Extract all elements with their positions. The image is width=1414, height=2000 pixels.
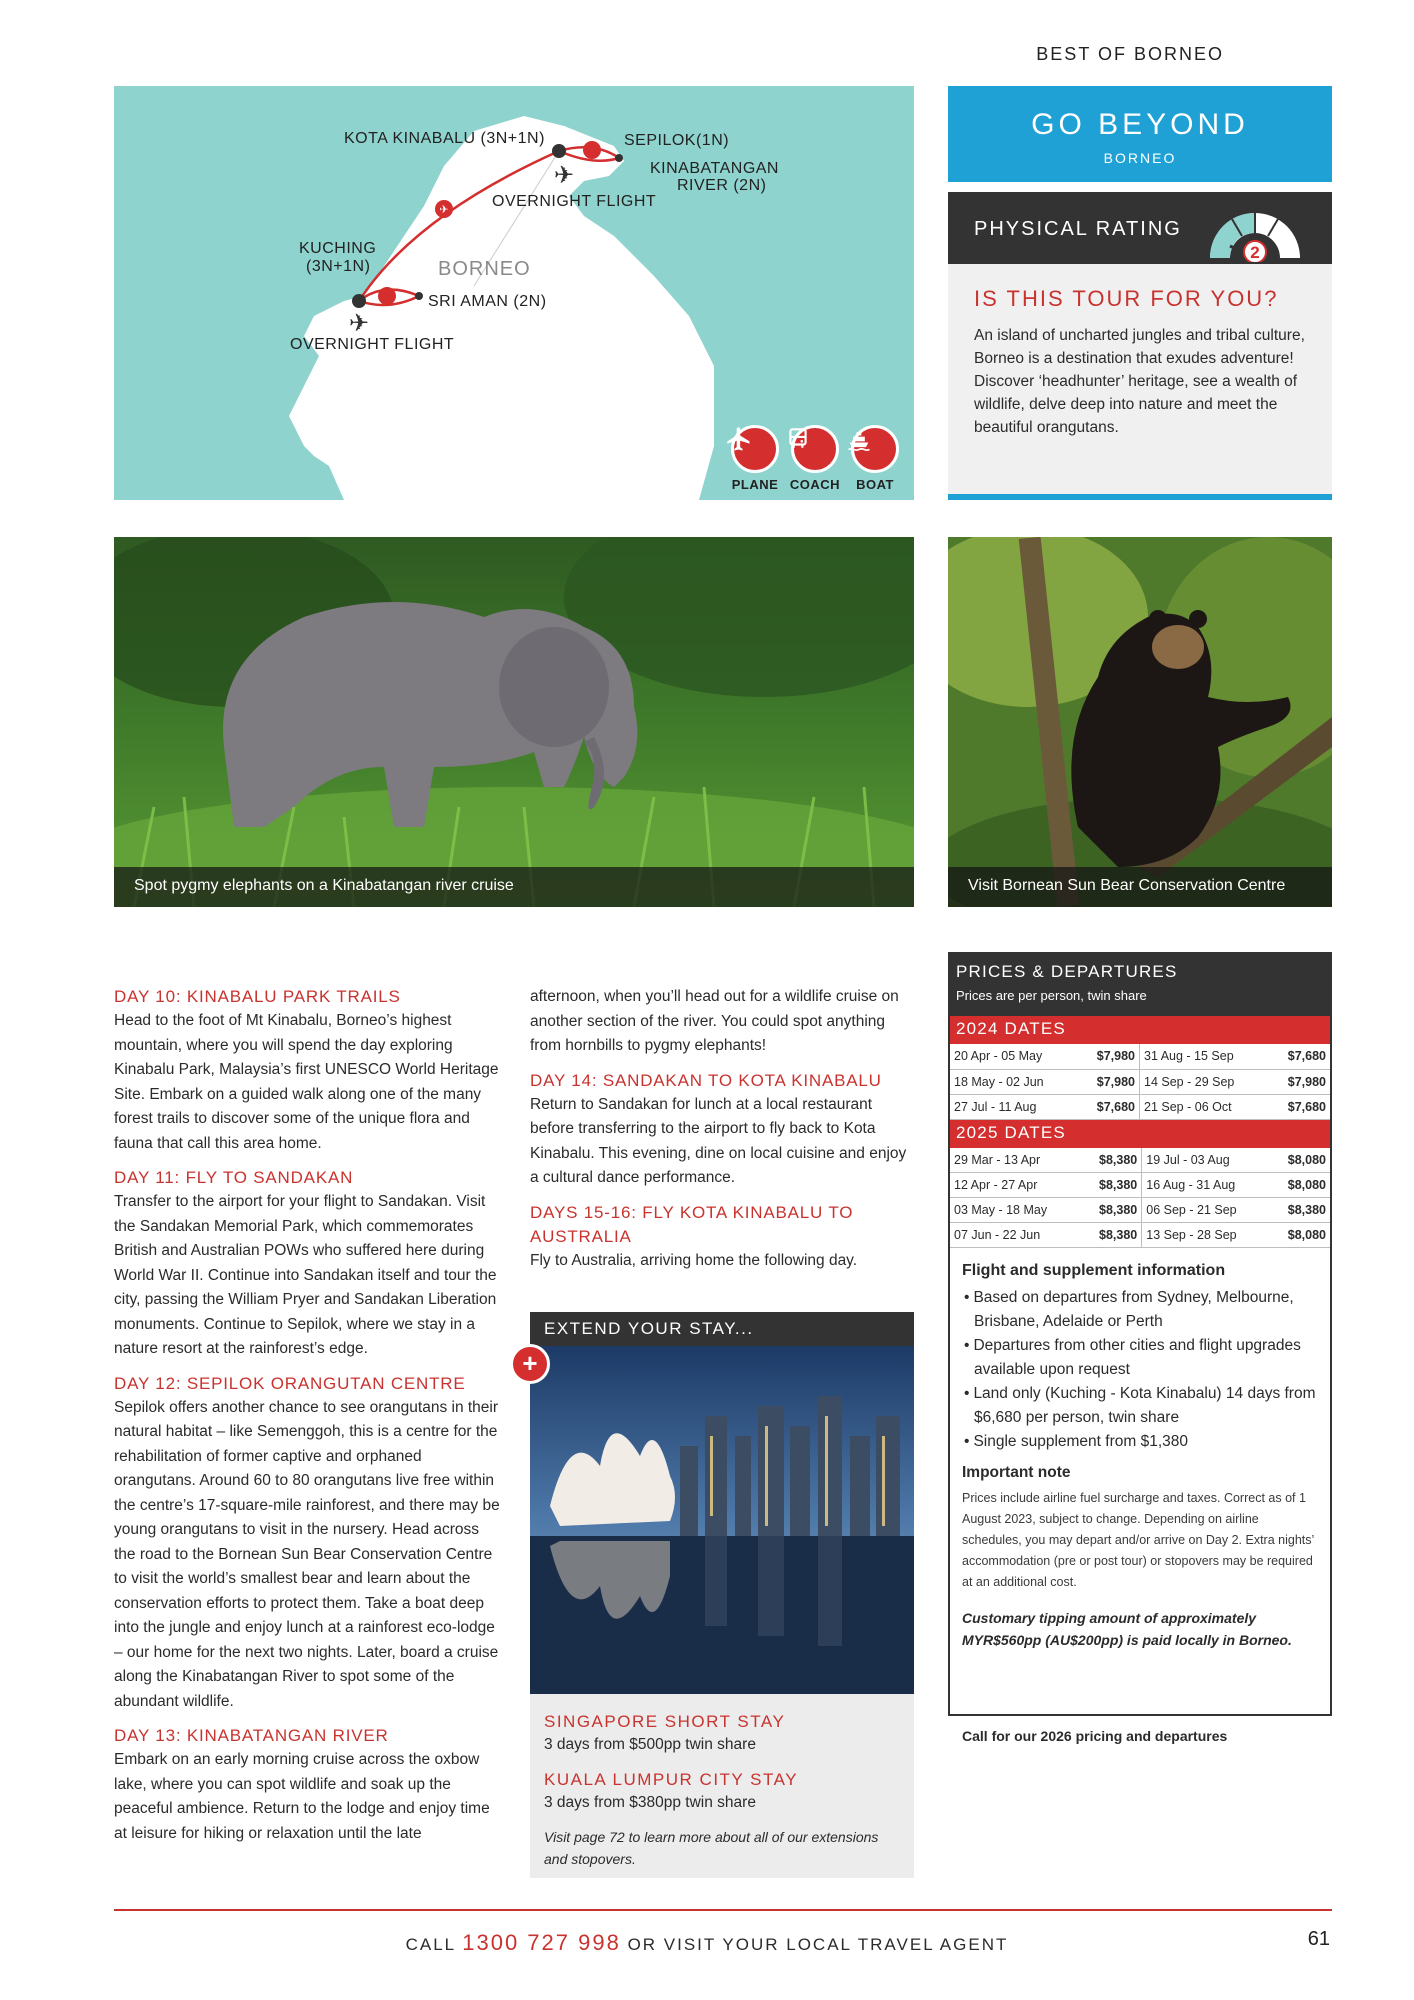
overnight-plane-icon: ✈	[553, 161, 575, 189]
label-sepilok: SEPILOK(1N)	[624, 132, 730, 149]
date-cell: 31 Aug - 15 Sep	[1140, 1044, 1270, 1069]
prices-departures-box	[948, 952, 1332, 1716]
rating-gauge-icon	[1200, 198, 1310, 262]
section-label: BEST OF BORNEO	[1036, 44, 1224, 64]
tour-for-you-text: An island of uncharted jungles and tribal culture, Borneo is a destination that exudes adventure! Discover ‘headhunter’ heritage, see a wealth of wildlife, delve deep into nature and meet the beautiful orangutans.	[974, 327, 1305, 436]
price-cell: $8,380	[1081, 1223, 1142, 1248]
sun-bear-photo	[948, 537, 1332, 907]
date-cell: 07 Jun - 22 Jun	[950, 1223, 1081, 1248]
label-kinabatangan: KINABATANGAN	[650, 160, 779, 177]
go-beyond-subtitle: BORNEO	[1103, 150, 1177, 166]
day10-text: Head to the foot of Mt Kinabalu, Borneo’s highest mountain, where you will spend the day exploring Kinabalu Park, Malaysia’s first UNESCO World Heritage Site. Embark on a guided walk along one of the many forest trails to discover some of the unique flora and fauna that call this area home.	[114, 1012, 499, 1152]
flight-info-title: Flight and supplement information	[962, 1262, 1226, 1279]
year-2025-header: 2025 DATES	[950, 1120, 1330, 1148]
price-cell: $7,980	[1269, 1069, 1330, 1094]
footer-divider	[114, 1909, 1332, 1911]
boat-icon	[851, 425, 899, 473]
legend-coach-label: COACH	[789, 477, 841, 492]
label-borneo: BORNEO	[438, 258, 531, 280]
elephant-photo	[114, 537, 914, 907]
tour-for-you-title: IS THIS TOUR FOR YOU?	[974, 286, 1279, 311]
day10-title: DAY 10: KINABALU PARK TRAILS	[114, 987, 401, 1006]
important-note-title: Important note	[962, 1464, 1071, 1481]
table-row	[950, 1223, 1330, 1248]
date-cell: 12 Apr - 27 Apr	[950, 1173, 1081, 1198]
kl-stay-text: 3 days from $380pp twin share	[544, 1794, 756, 1811]
year-2024-header: 2024 DATES	[950, 1016, 1330, 1044]
footer-call: CALL	[405, 1935, 456, 1954]
tour-for-you-box	[948, 264, 1332, 500]
legend-coach	[785, 425, 845, 492]
price-cell: $7,680	[1269, 1044, 1330, 1069]
price-cell: $7,680	[1269, 1094, 1330, 1119]
call-2026-note: Call for our 2026 pricing and departures	[962, 1728, 1228, 1744]
table-row	[950, 1173, 1330, 1198]
price-cell: $7,980	[1078, 1044, 1139, 1069]
go-beyond-title: GO BEYOND	[1031, 108, 1249, 141]
price-cell: $8,080	[1270, 1223, 1330, 1248]
list-item: • Departures from other cities and flight upgrades available upon request	[962, 1334, 1318, 1382]
elephant-caption: Spot pygmy elephants on a Kinabatangan river cruise	[114, 867, 914, 907]
footer-contact	[0, 1930, 1414, 1956]
itinerary-column-2	[530, 985, 914, 1273]
price-cell: $8,380	[1081, 1148, 1142, 1173]
extensions-note: Visit page 72 to learn more about all of our extensions and stopovers.	[544, 1829, 879, 1867]
kota-kinabalu-dot	[552, 144, 566, 158]
day11-title: DAY 11: FLY TO SANDAKAN	[114, 1168, 354, 1187]
list-item: • Single supplement from $1,380	[962, 1430, 1318, 1454]
date-cell: 27 Jul - 11 Aug	[950, 1094, 1078, 1119]
prices-subtitle: Prices are per person, twin share	[956, 988, 1147, 1003]
day15-text: Fly to Australia, arriving home the following day.	[530, 1251, 858, 1269]
price-cell: $8,380	[1081, 1198, 1142, 1223]
footer-agent-text: OR VISIT YOUR LOCAL TRAVEL AGENT	[627, 1935, 1009, 1954]
coach-icon	[791, 425, 839, 473]
day14-title: DAY 14: SANDAKAN TO KOTA KINABALU	[530, 1070, 882, 1090]
physical-rating-bar	[948, 192, 1332, 264]
date-cell: 06 Sep - 21 Sep	[1142, 1198, 1270, 1223]
date-cell: 20 Apr - 05 May	[950, 1044, 1078, 1069]
label-sri-aman: SRI AMAN (2N)	[428, 293, 547, 310]
rating-value: 2	[1250, 243, 1260, 262]
price-cell: $8,080	[1270, 1148, 1330, 1173]
price-cell: $8,080	[1270, 1173, 1330, 1198]
extend-stay-header: EXTEND YOUR STAY...	[530, 1312, 914, 1346]
table-row	[950, 1148, 1330, 1173]
prices-header	[950, 954, 1330, 1016]
kl-stay-title: KUALA LUMPUR CITY STAY	[544, 1770, 799, 1789]
day15-title: DAYS 15-16: FLY KOTA KINABALU TO AUSTRALIA	[530, 1202, 854, 1246]
singapore-photo	[530, 1346, 914, 1694]
plane-icon	[731, 425, 779, 473]
plane-marker-glyph: ✈	[439, 203, 449, 216]
singapore-stay-title: SINGAPORE SHORT STAY	[544, 1712, 786, 1731]
table-row	[950, 1069, 1330, 1094]
date-cell: 21 Sep - 06 Oct	[1140, 1094, 1270, 1119]
page-number: 61	[1307, 1928, 1330, 1950]
day13-title: DAY 13: KINABATANGAN RIVER	[114, 1726, 389, 1745]
singapore-stay-text: 3 days from $500pp twin share	[544, 1736, 756, 1753]
physical-rating-label: PHYSICAL RATING	[974, 218, 1182, 240]
phone-number[interactable]: 1300 727 998	[462, 1930, 621, 1955]
legend-boat-label: BOAT	[856, 477, 894, 492]
flight-info-list	[962, 1286, 1318, 1454]
price-cell: $8,380	[1270, 1198, 1330, 1223]
label-kuching-nights: (3N+1N)	[306, 258, 371, 275]
kuching-dot	[352, 294, 366, 308]
extend-stay-box	[530, 1312, 914, 1878]
day14-text: Return to Sandakan for lunch at a local restaurant before transferring to the airport to fly back to Kota Kinabalu. This evening, dine on local cuisine and enjoy a cultural dance performance.	[530, 1095, 907, 1186]
legend-plane	[725, 425, 785, 492]
date-cell: 03 May - 18 May	[950, 1198, 1081, 1223]
date-cell: 29 Mar - 13 Apr	[950, 1148, 1081, 1173]
overnight-plane-icon-2: ✈	[348, 309, 370, 337]
dates-2025-table	[950, 1148, 1330, 1249]
date-cell: 13 Sep - 28 Sep	[1142, 1223, 1270, 1248]
date-cell: 19 Jul - 03 Aug	[1142, 1148, 1270, 1173]
label-kinabatangan-river: RIVER (2N)	[677, 177, 767, 194]
list-item: • Land only (Kuching - Kota Kinabalu) 14 days from $6,680 per person, twin share	[962, 1382, 1318, 1430]
date-cell: 16 Aug - 31 Aug	[1142, 1173, 1270, 1198]
legend-boat	[845, 425, 905, 492]
legend-plane-label: PLANE	[731, 477, 779, 492]
table-row	[950, 1198, 1330, 1223]
day13-text: Embark on an early morning cruise across the oxbow lake, where you can spot wildlife and soak up the peaceful ambience. Return to the lodge and enjoy time at leisure for hiking or relaxation until the late	[114, 1751, 490, 1842]
table-row	[950, 1044, 1330, 1069]
day13-text-continued: afternoon, when you’ll head out for a wildlife cruise on another section of the river. You could spot anything from hornbills to pygmy elephants!	[530, 988, 899, 1054]
day12-text: Sepilok offers another chance to see orangutans in their natural habitat – like Semenggoh, this is a centre for the rehabilitation of former captive and orphaned orangutans. Around 60 to 80 orangutans live free within the centre’s 17-square-mile rainforest, and there may be young orangutans to visit in the nursery. Head across the road to the Bornean Sun Bear Conservation Centre to visit the world’s smallest bear and learn about the conservation efforts to protect them. Take a boat deep into the jungle and enjoy lunch at a rainforest eco-lodge – our home for the next two nights. Later, board a cruise along the Kinabatangan River to spot some of the abundant wildlife.	[114, 1398, 500, 1710]
route-marker-icon	[583, 141, 601, 159]
tipping-note: Customary tipping amount of approximately MYR$560pp (AU$200pp) is paid locally in Borneo.	[962, 1610, 1292, 1648]
date-cell: 14 Sep - 29 Sep	[1140, 1069, 1270, 1094]
sri-aman-dot	[415, 292, 423, 300]
go-beyond-banner	[948, 86, 1332, 182]
day12-title: DAY 12: SEPILOK ORANGUTAN CENTRE	[114, 1373, 466, 1393]
day11-text: Transfer to the airport for your flight to Sandakan. Visit the Sandakan Memorial Park, which commemorates British and Australian POWs who suffered here during World War II. Continue into Sandakan itself and tour the city, passing the William Pryer and Sandakan Liberation monuments. Continue to Sepilok, where we stay in a nature resort at the rainforest’s edge.	[114, 1193, 497, 1357]
date-cell: 18 May - 02 Jun	[950, 1069, 1078, 1094]
label-overnight-flight-2: OVERNIGHT FLIGHT	[290, 336, 455, 353]
coach-marker-icon	[378, 287, 396, 305]
table-row	[950, 1094, 1330, 1119]
dates-2024-table	[950, 1044, 1330, 1120]
prices-title: PRICES & DEPARTURES	[956, 962, 1178, 981]
price-cell: $7,680	[1078, 1094, 1139, 1119]
label-overnight-flight-1: OVERNIGHT FLIGHT	[492, 193, 657, 210]
plus-icon: +	[510, 1344, 550, 1384]
price-cell: $7,980	[1078, 1069, 1139, 1094]
important-note-text: Prices include airline fuel surcharge and taxes. Correct as of 1 August 2023, subject to change. Depending on airline schedules, you may depart and/or arrive on Day 2. Extra nights’ accommodation (pre or post tour) or stopovers may be required at an additional cost.	[962, 1491, 1314, 1589]
itinerary-column-1	[114, 985, 504, 1846]
tour-map	[114, 86, 914, 500]
list-item: • Based on departures from Sydney, Melbourne, Brisbane, Adelaide or Perth	[962, 1286, 1318, 1334]
price-cell: $8,380	[1081, 1173, 1142, 1198]
sun-bear-caption: Visit Bornean Sun Bear Conservation Centre	[948, 867, 1332, 907]
sepilok-dot	[615, 154, 623, 162]
label-kota-kinabalu: KOTA KINABALU (3N+1N)	[344, 130, 545, 147]
label-kuching: KUCHING	[299, 240, 377, 257]
